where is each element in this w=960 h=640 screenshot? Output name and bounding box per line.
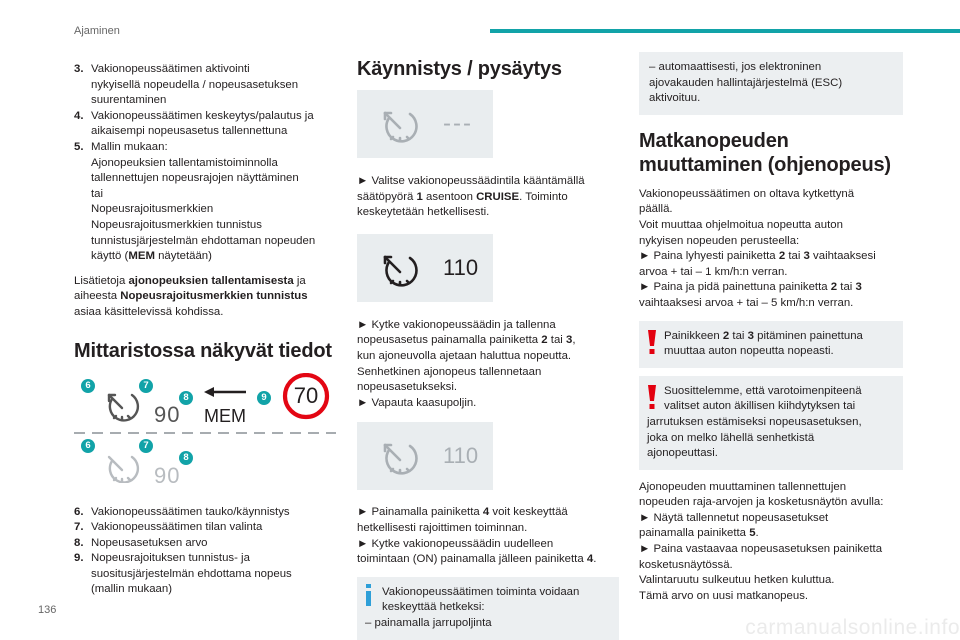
callout-label: 9	[261, 391, 267, 403]
instruction-paragraph: ► Valitse vakionopeussäädintila kääntämällä säätöpyörä 1 asentoon CRUISE. Toiminto keskeytetään hetkellisesti.	[357, 175, 585, 219]
warning-icon	[647, 385, 657, 415]
column-right	[639, 52, 903, 604]
list-item: 9. Nopeusrajoituksen tunnistus- ja suositusjärjestelmän ehdottama nopeus (mallin mukaan)	[74, 552, 292, 596]
instrument-display-illustration	[74, 373, 336, 488]
instruction-paragraph: ► Kytke vakionopeussäädin ja tallenna nopeusasetus painamalla painiketta 2 tai 3, kun ajoneuvolla ajetaan haluttua nopeutta. Senhetkinen ajonopeus tallennetaan nopeusasetukseksi. ► Vapauta kaasupoljin.	[357, 318, 576, 409]
callout-label: 6	[85, 379, 91, 391]
list-item: 6. Vakionopeussäätimen tauko/käynnistys	[74, 505, 290, 518]
display-speed-value-dimmed: 90	[154, 462, 181, 488]
body-paragraph: Vakionopeussäätimen on oltava kytkettynä päällä. Voit muuttaa ohjelmoitua nopeutta auton nykyisen nopeuden perusteella: ► Paina lyhyesti painiketta 2 tai 3 vaihtaaksesi arvoa + tai – 1 km/h:n verran. ► Paina ja pidä painettuna painiketta 2 tai 3 vaihtaaksesi arvoa + tai – 5 km/h:n verran.	[639, 187, 876, 309]
cross-reference: Lisätietoja ajonopeuksien tallentamisesta ja aiheesta Nopeusrajoitusmerkkien tunnistus asiaa käsittelevissä kohdissa.	[74, 274, 308, 318]
display-speed-value: 90	[154, 401, 181, 427]
cruise-gauge-icon-dimmed	[109, 457, 138, 482]
display-mem-label: MEM	[204, 405, 246, 426]
legend-list	[74, 505, 336, 599]
page-number: 136	[38, 604, 57, 616]
display-speed-value-dimmed: 110	[443, 443, 479, 469]
list-item: 3. Vakionopeussäätimen aktivointi nykyisellä nopeudella / nopeusasetuksen suurentaminen	[74, 63, 299, 107]
callout-label: 8	[183, 451, 189, 463]
body-paragraph: Ajonopeuden muuttaminen tallennettujen nopeuden raja-arvojen ja kosketusnäytön avulla: ► Näytä tallennetut nopeusasetukset painamalla painiketta 5. ► Paina vastaavaa nopeusasetuksen painiketta kosketusnäytössä. Valintaruutu sulkeutuu hetken kuluttua. Tämä arvo on uusi matkanopeus.	[639, 480, 884, 602]
warning-note: Suosittelemme, että varotoimenpiteenä valitset auton äkillisen kiihdytyksen tai jarrutuksen estämiseksi nopeusasetuksen, joka on melko lähellä senhetkistä ajonopeuttasi.	[639, 376, 903, 470]
cruise-standby-image	[357, 90, 493, 158]
list-item: 5. Mallin mukaan: Ajonopeuksien tallentamistoiminnolla tallennettujen nopeusrajojen näyttäminen tai Nopeusrajoitusmerkkien Nopeusrajoitusmerkkien tunnistus tunnistusjärjestelmän ehdottaman nopeuden käyttö (MEM näytetään)	[74, 140, 316, 263]
section-heading: Mittaristossa näkyvät tiedot	[74, 339, 332, 362]
instruction-paragraph: ► Painamalla painiketta 4 voit keskeyttää hetkellisesti rajoittimen toiminnan. ► Kytke vakionopeussäädin uudelleen toimintaan (ON) painamalla jälleen painiketta 4.	[357, 506, 597, 566]
list-item: 7. Vakionopeussäätimen tilan valinta	[74, 521, 263, 534]
cruise-gauge-icon	[385, 257, 416, 285]
section-header: Ajaminen	[74, 25, 120, 37]
section-heading: Käynnistys / pysäytys	[357, 58, 562, 80]
section-heading: Matkanopeuden muuttaminen (ohjenopeus)	[639, 129, 891, 176]
display-speed-value: 110	[443, 254, 479, 280]
cruise-active-image	[357, 234, 493, 302]
list-item: 4. Vakionopeussäätimen keskeytys/palautus ja aikaisempi nopeusasetus tallennettuna	[74, 109, 314, 138]
callout-label: 7	[143, 439, 149, 451]
info-note-continued: – automaattisesti, jos elektroninen ajovakauden hallintajärjestelmä (ESC) aktivoituu.	[639, 52, 903, 115]
display-placeholder-value: ---	[443, 110, 473, 137]
column-middle	[357, 58, 619, 640]
cruise-gauge-icon	[109, 395, 138, 420]
header-accent-bar	[490, 29, 960, 33]
callout-label: 6	[85, 439, 91, 451]
list-item: 8. Nopeusasetuksen arvo	[74, 536, 208, 549]
column-left	[74, 62, 336, 598]
warning-note: Painikkeen 2 tai 3 pitäminen painettuna muuttaa auton nopeutta nopeasti.	[639, 321, 903, 368]
callout-label: 8	[183, 391, 189, 403]
info-icon	[364, 584, 374, 612]
warning-icon	[647, 330, 657, 360]
info-note: Vakionopeussäätimen toiminta voidaan keskeyttää hetkeksi: – painamalla jarrupoljinta	[357, 577, 619, 640]
function-list	[74, 62, 336, 265]
cruise-gauge-icon	[385, 113, 416, 141]
cruise-paused-image	[357, 422, 493, 490]
watermark: carmanualsonline.info	[745, 616, 960, 639]
arrow-left-icon	[204, 387, 246, 397]
callout-label: 7	[143, 379, 149, 391]
cruise-gauge-icon	[385, 445, 416, 473]
speed-limit-value: 70	[293, 382, 319, 408]
